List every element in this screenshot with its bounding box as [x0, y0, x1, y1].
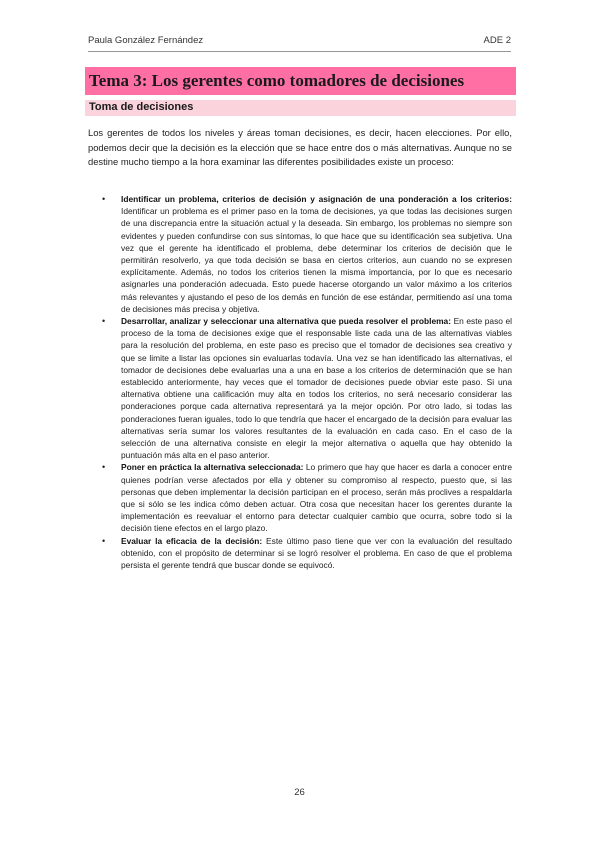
step-text: Este último paso tiene que ver con la evaluación del resultado obtenido, con el propósito de determinar si se logró resolver el problema. En caso de que el problema persista el gerente tendrá que buscar donde se equivocó.	[121, 535, 512, 571]
step-heading: Poner en práctica la alternativa seleccionada:	[121, 462, 304, 473]
bullet-icon: •	[102, 316, 106, 327]
intro-paragraph: Los gerentes de todos los niveles y áreas toman decisiones, es decir, hacen elecciones. Por ello, podemos decir que la decisión es la elección que se hace entre dos o más alternativas. Aunque no se destine mucho tiempo a la hora examinar las diferentes posibilidades existe un proceso:	[88, 127, 512, 168]
page-number: 26	[294, 787, 305, 798]
list-item	[88, 461, 512, 534]
header-course: ADE 2	[483, 35, 511, 46]
step-text: En este paso el proceso de la toma de decisiones exige que el responsable liste cada una de las alternativas viables para la resolución del problema, en este paso es preciso que el tomador de decisiones sea creativo y que se limite a listar las opciones sin evaluarlas todavía. Una vez se han identificado las alternativas, el tomador de decisiones debe evaluarlas una a una en base a los criterios de determinación que se han establecido anteriormente, hay veces que el tomador de decisiones puede obviar este paso. Si una alternativa obtiene una calificación muy alta en todos los criterios, no será necesario considerar las ponderaciones porque cada alternativa representará ya la mejor opción. Por otro lado, si todas las ponderaciones fueran iguales, todo lo que tendría que hacer el encargado de la decisión para evaluar las alternativas sería sumar los valores resultantes de la evaluación en cada caso. En el caso de la selección de una alternativa consiste en elegir la mejor alternativa o aquella que hay obtenido la puntuación más alta en el paso anterior.	[121, 316, 513, 461]
section-title: Tema 3: Los gerentes como tomadores de decisiones	[89, 71, 465, 90]
step-heading: Identificar un problema, criterios de decisión y asignación de una ponderación a los criterios:	[121, 194, 512, 204]
header-author: Paula González Fernández	[88, 35, 204, 46]
process-steps-list	[88, 193, 512, 571]
header-rule	[88, 51, 511, 52]
list-item	[88, 535, 512, 572]
bullet-icon: •	[102, 535, 106, 546]
step-heading: Desarrollar, analizar y seleccionar una alternativa que pueda resolver el problema:	[121, 316, 452, 327]
list-item	[88, 315, 512, 461]
bullet-icon: •	[102, 462, 106, 473]
page-header	[88, 35, 511, 49]
step-heading: Evaluar la eficacia de la decisión:	[121, 535, 263, 546]
section-subtitle: Toma de decisiones	[89, 101, 194, 113]
step-text: Lo primero que hay que hacer es darla a conocer entre quienes podrían verse afectados por ella y obtener su compromiso al respecto, puesto que, si las personas que deben implementar la decisión participan en el proceso, serán más proclives a respaldarla que si sólo se les indica cómo deben actuar. Otra cosa que necesitan hacer los gerentes durante la implementación es reevaluar el entorno para detectar cualquier cambio que ocurra, sobre todo si la decisión tiene efectos en el largo plazo.	[121, 462, 512, 534]
step-text: Identificar un problema es el primer paso en la toma de decisiones, ya que todas las decisiones surgen de una discrepancia entre la situación actual y la deseada. Sin embargo, los problemas no siempre son evidentes y pueden confundirse con sus síntomas, lo que hace que su identificación sea subjetiva. Una vez que el gerente ha identificado el problema, debe determinar los criterios de decisión que le permitirán resolverlo, ya que toda decisión se basa en ciertos criterios, aun cuando no se expresen explícitamente. Además, no todos los criterios tienen la misma importancia, por lo que es necesario asignarles una ponderación adecuada. Esto puede hacerse otorgando un valor máximo a los criterios más relevantes y ajustando el peso de los demás en función de ese estándar, permitiendo así una toma de decisiones más precisa y objetiva.	[121, 206, 512, 314]
list-item	[88, 193, 512, 315]
bullet-icon: •	[102, 194, 106, 204]
